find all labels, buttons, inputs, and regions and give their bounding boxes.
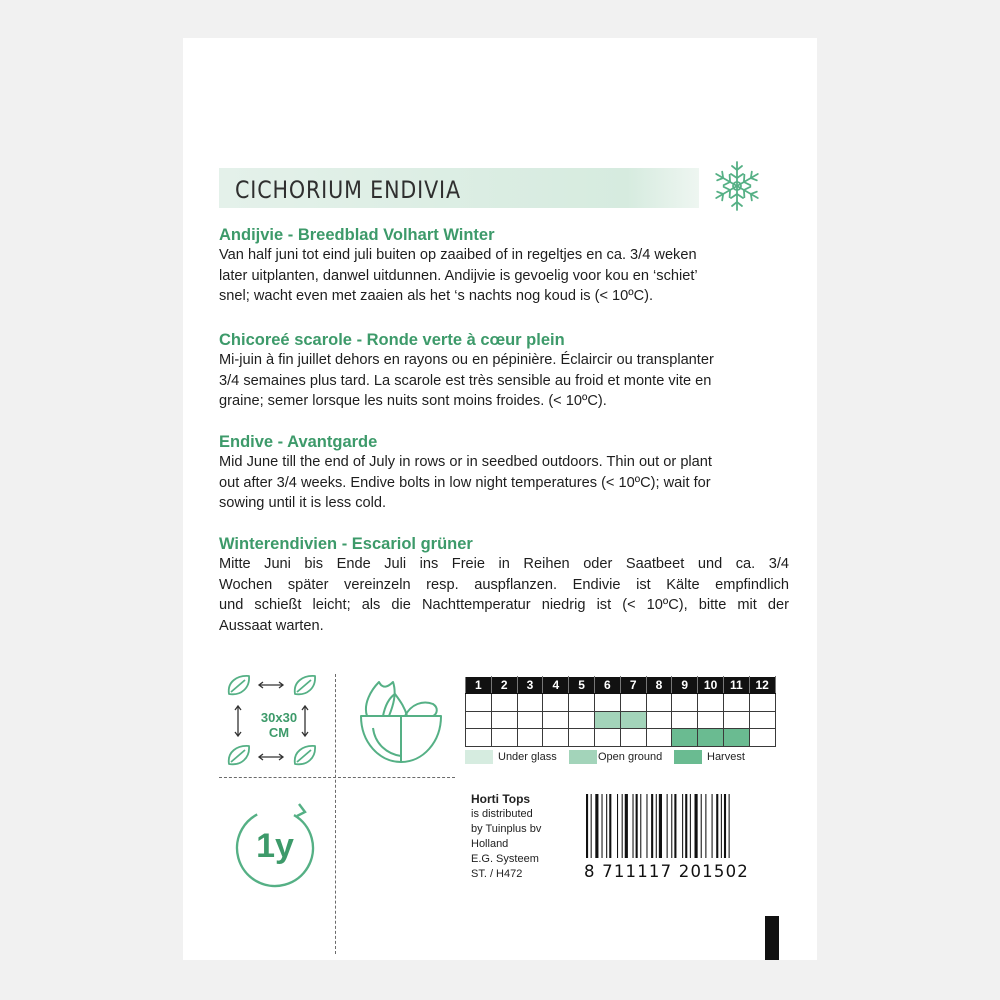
section-line: 3/4 semaines plus tard. La scarole est très sensible au froid et monte vite en [219,372,712,389]
section-line: graine; semer lorsque les nuits sont moins froides. (< 10ºC). [219,393,607,409]
calendar-cell [569,711,595,729]
calendar-cell [491,694,517,712]
distributor-brand: Horti Tops [471,792,531,806]
calendar-cell [620,711,646,729]
barcode-bar [595,794,598,858]
calendar-cell [543,694,569,712]
barcode-bar [705,794,706,858]
spacing-unit: CM [268,725,290,740]
calendar-cell [646,694,672,712]
barcode-bar [682,794,683,858]
calendar-cell [491,711,517,729]
divider-horizontal [219,777,455,778]
spacing-value: 30x30 [260,710,298,725]
barcode-bar [685,794,687,858]
section-line: out after 3/4 weeks. Endive bolts in low night temperatures (< 10ºC); wait for [219,474,711,491]
barcode-bar [633,794,634,858]
barcode-bar [716,794,718,858]
barcode-number: 8 711117 201502 [584,862,749,881]
calendar-month-header: 9 [672,677,698,694]
barcode-bar [690,794,691,858]
barcode-bar [721,794,722,858]
legend-label-harvest: Harvest [707,751,745,763]
distributor-info [471,792,541,882]
calendar-month-header: 3 [517,677,543,694]
distributor-line: Holland [471,838,509,850]
divider-vertical [335,674,336,954]
section-line: later uitplanten, danwel uitdunnen. Andijvie is gevoelig voor kou en ‘schiet’ [219,267,698,284]
barcode-bar [640,794,641,858]
calendar-cell [698,729,724,747]
barcode-bar [659,794,662,858]
calendar-month-header: 11 [723,677,749,694]
calendar-cell [466,694,492,712]
calendar-cell [594,711,620,729]
section-title: Endive - Avantgarde [219,433,378,451]
calendar-cell [517,711,543,729]
calendar-cell [749,729,775,747]
calendar-cell [672,729,698,747]
lifecycle-label: 1y [256,827,294,865]
calendar-cell [646,729,672,747]
calendar-cell [517,694,543,712]
barcode-bar [667,794,668,858]
barcode-bar [591,794,592,858]
calendar-month-header: 7 [620,677,646,694]
calendar-cell [620,729,646,747]
calendar-month-header: 5 [569,677,595,694]
calendar-cell [698,711,724,729]
calendar-cell [543,711,569,729]
distributor-line: E.G. Systeem [471,853,539,865]
calendar-cell [569,729,595,747]
species-banner [219,168,699,208]
section-line: Wochen später vereinzeln resp. auspflanzen. Endivie ist Kälte empfindlich [219,576,789,593]
calendar-month-header: 10 [698,677,724,694]
calendar-row [466,729,776,747]
barcode-bar [609,794,611,858]
calendar-month-header: 12 [749,677,775,694]
section-line: Mid June till the end of July in rows or in seedbed outdoors. Thin out or plant [219,454,712,470]
calendar-cell [749,711,775,729]
distributor-line: is distributed [471,808,533,820]
calendar-month-header: 6 [594,677,620,694]
calendar-month-header: 4 [543,677,569,694]
barcode-bar [586,794,588,858]
calendar-cell [594,729,620,747]
section-french [219,330,789,412]
section-line: Van half juni tot eind juli buiten op zaaibed of in regeltjes en ca. 3/4 weken [219,247,697,263]
calendar-cell [517,729,543,747]
section-line: snel; wacht even met zaaien als het ‘s nachts nog koud is (< 10ºC). [219,288,654,304]
barcode-bar [622,794,623,858]
barcode-bar [606,794,607,858]
calendar-cell [723,711,749,729]
section-english [219,432,789,514]
barcode-bar [724,794,726,858]
barcode-bar [636,794,638,858]
section-title: Winterendivien - Escariol grüner [219,535,473,553]
sowing-calendar [465,676,776,747]
distributor-line: by Tuinplus bv [471,823,542,835]
section-dutch [219,225,789,307]
barcode-bar [712,794,713,858]
calendar-cell [543,729,569,747]
calendar-row [466,694,776,712]
section-line: Aussaat warten. [219,617,324,634]
calendar-month-header: 1 [466,677,492,694]
barcode-bar [695,794,698,858]
calendar-month-header: 8 [646,677,672,694]
seed-packet-back [183,38,817,960]
legend-swatch-open-ground [569,750,597,764]
barcode-bar [651,794,653,858]
calendar-cell [723,694,749,712]
legend-swatch-under-glass [465,750,493,764]
calendar-month-header: 2 [491,677,517,694]
section-line: und schießt leicht; als die Nachttemperatur niedrig ist (< 10ºC), bitte mit der [219,597,789,613]
calendar-cell [723,729,749,747]
calendar-cell [569,694,595,712]
species-name: CICHORIUM ENDIVIA [235,176,461,204]
barcode-bar [729,794,730,858]
legend-label-open-ground: Open ground [598,751,663,763]
calendar-row [466,711,776,729]
section-title: Chicoreé scarole - Ronde verte à cœur plein [219,331,565,349]
legend-label-under-glass: Under glass [498,751,557,763]
section-line: Mitte Juni bis Ende Juli ins Freie in Reihen oder Saatbeet und ca. 3/4 [219,556,789,572]
section-german [219,534,789,636]
calendar-cell [466,729,492,747]
calendar-cell [749,694,775,712]
calendar-cell [620,694,646,712]
salad-bowl-icon [353,672,449,770]
snowflake-icon [709,158,765,214]
section-line: Mi-juin à fin juillet dehors en rayons ou en pépinière. Éclaircir ou transplanter [219,352,714,368]
barcode-bar [671,794,672,858]
section-title: Andijvie - Breedblad Volhart Winter [219,226,495,244]
section-line: sowing until it is less cold. [219,495,387,511]
barcode-bar [646,794,647,858]
barcode-bar [617,794,618,858]
calendar-cell [672,711,698,729]
distributor-line: ST. / H472 [471,868,523,880]
calendar-cell [594,694,620,712]
calendar-cell [491,729,517,747]
barcode-bar [656,794,657,858]
barcode-bar [701,794,702,858]
barcode-bar [674,794,676,858]
spacing-label [249,710,309,740]
barcode-bar [625,794,628,858]
barcode-bar [602,794,603,858]
calendar-cell [672,694,698,712]
cut-mark [765,916,779,960]
legend-swatch-harvest [674,750,702,764]
calendar-cell [466,711,492,729]
calendar-cell [646,711,672,729]
calendar-cell [698,694,724,712]
